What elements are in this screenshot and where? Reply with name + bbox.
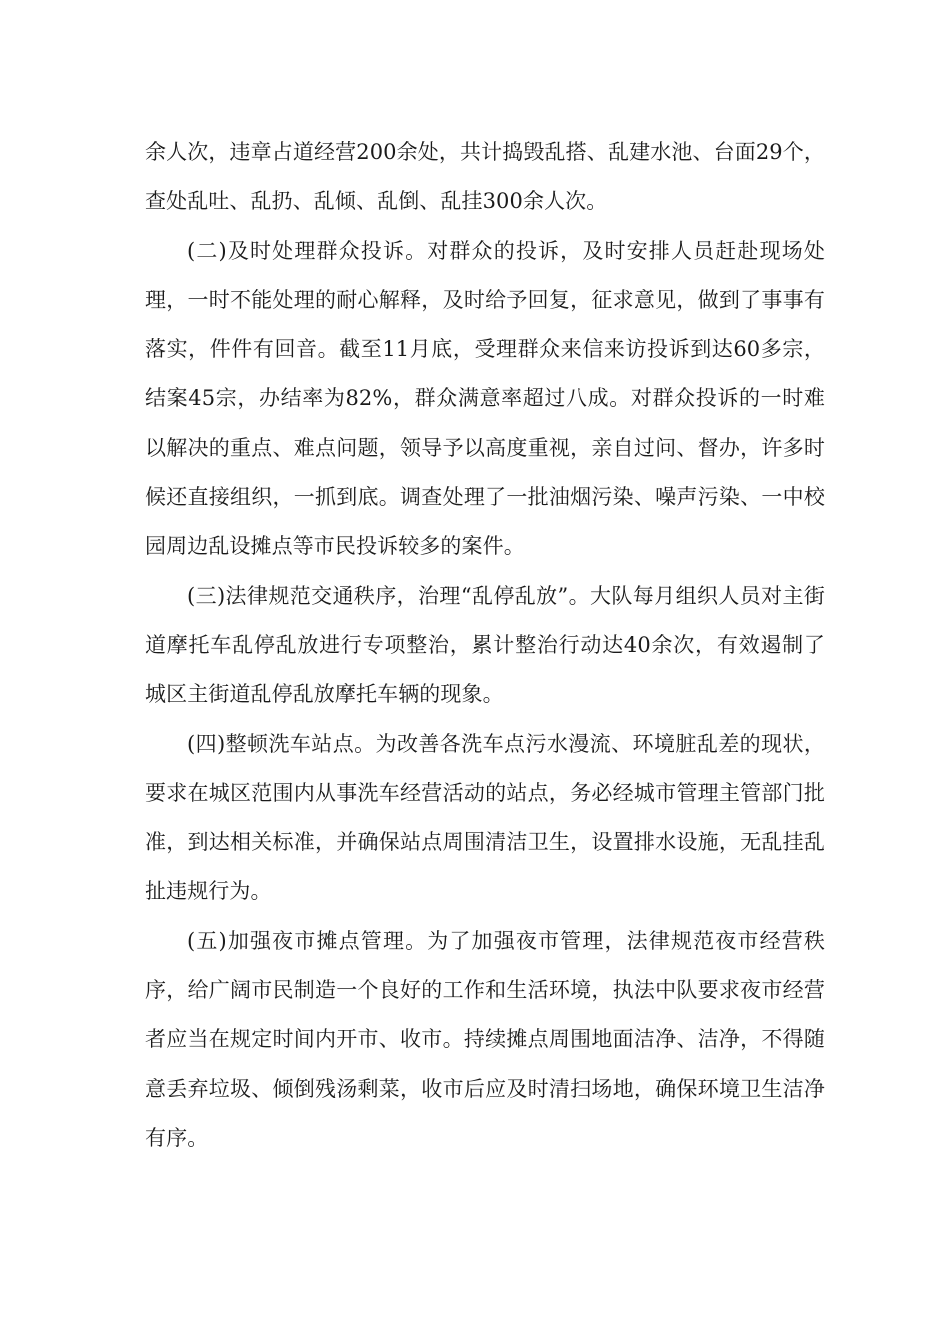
paragraph-2: (二)及时处理群众投诉。对群众的投诉，及时安排人员赶赴现场处理，一时不能处理的耐心解释，及时给予回复，征求意见，做到了事事有落实，件件有回音。截至11月底，受理群众来信来访投诉到达60多宗，结案45宗，办结率为82%，群众满意率超过八成。对群众投诉的一时难以解决的重点、难点问题，领导予以高度重视，亲自过问、督办，许多时候还直接组织，一抓到底。调查处理了一批油烟污染、噪声污染、一中校园周边乱设摊点等市民投诉较多的案件。 [145, 238, 825, 559]
paragraph-5: (五)加强夜市摊点管理。为了加强夜市管理，法律规范夜市经营秩序，给广阔市民制造一个良好的工作和生活环境，执法中队要求夜市经营者应当在规定时间内开市、收市。持续摊点周围地面洁净、洁净，不得随意丢弃垃圾、倾倒残汤剩菜，收市后应及时清扫场地，确保环境卫生洁净有序。 [145, 928, 825, 1150]
paragraph-3: (三)法律规范交通秩序，治理“乱停乱放”。大队每月组织人员对主街道摩托车乱停乱放进行专项整治，累计整治行动达40余次，有效遏制了城区主街道乱停乱放摩托车辆的现象。 [145, 583, 825, 707]
document-body [145, 128, 825, 1163]
paragraph-1: 余人次，违章占道经营200余处，共计捣毁乱搭、乱建水池、台面29个，查处乱吐、乱扔、乱倾、乱倒、乱挂300余人次。 [145, 140, 825, 214]
paragraph-4: (四)整顿洗车站点。为改善各洗车点污水漫流、环境脏乱差的现状，要求在城区范围内从事洗车经营活动的站点，务必经城市管理主管部门批准，到达相关标准，并确保站点周围清洁卫生，设置排水设施，无乱挂乱扯违规行为。 [145, 731, 825, 904]
